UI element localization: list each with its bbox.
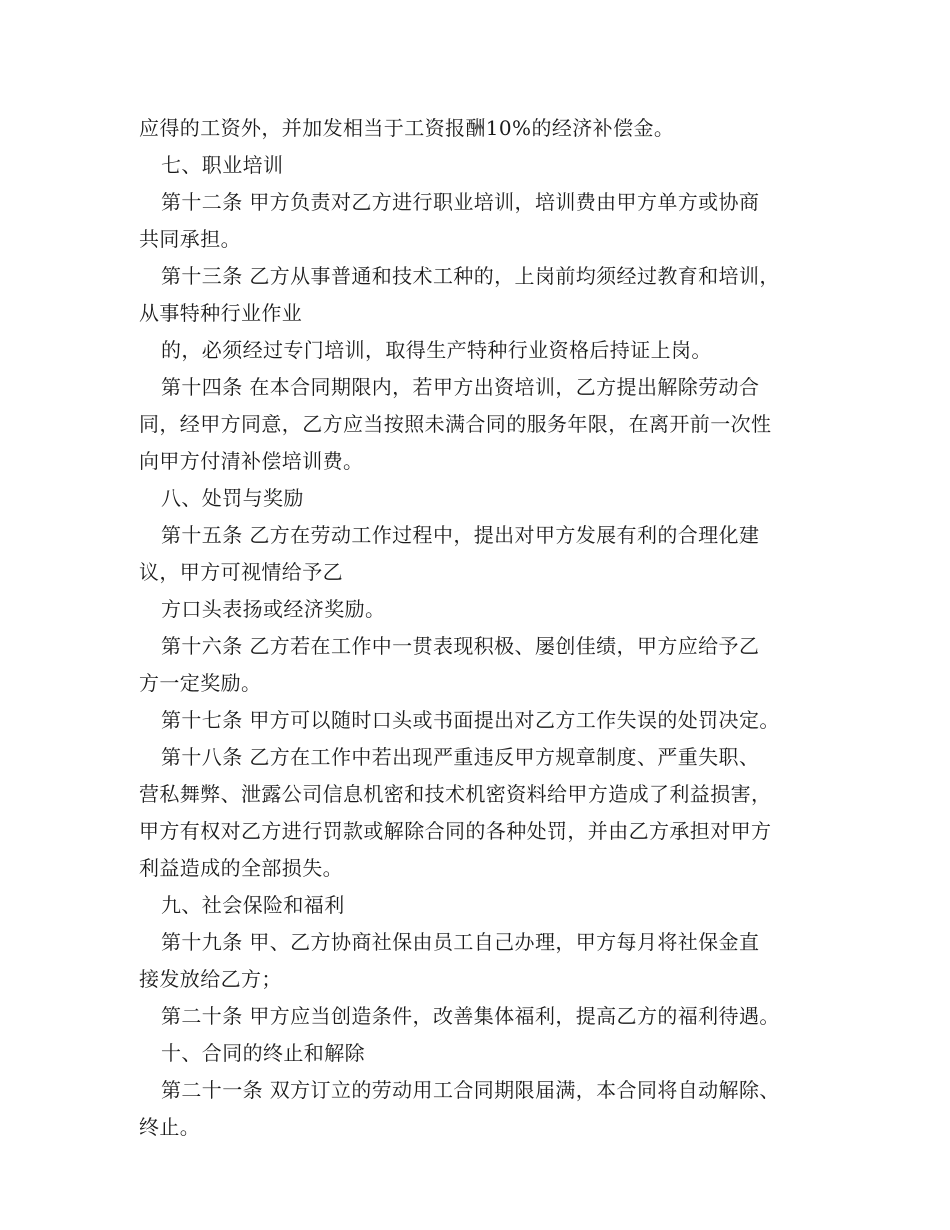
article-14-line: 第十四条 在本合同期限内，若甲方出资培训，乙方提出解除劳动合 — [161, 375, 760, 399]
article-17-line: 第十七条 甲方可以随时口头或书面提出对乙方工作失误的处罚决定。 — [161, 708, 780, 732]
article-14-line: 向甲方付清补偿培训费。 — [139, 449, 364, 473]
article-20-line: 第二十条 甲方应当创造条件，改善集体福利，提高乙方的福利待遇。 — [161, 1004, 780, 1028]
article-15-line: 议，甲方可视情给予乙 — [139, 560, 343, 584]
article-13-line: 的，必须经过专门培训，取得生产特种行业资格后持证上岗。 — [161, 338, 712, 362]
article-12-line: 共同承担。 — [139, 227, 241, 251]
article-21-line: 第二十一条 双方订立的劳动用工合同期限届满，本合同将自动解除、 — [161, 1078, 780, 1102]
section-heading-10: 十、合同的终止和解除 — [161, 1041, 365, 1065]
article-15-line: 方口头表扬或经济奖励。 — [161, 597, 386, 621]
article-18-line: 甲方有权对乙方进行罚款或解除合同的各种处罚，并由乙方承担对甲方 — [139, 819, 772, 843]
article-16-line: 方一定奖励。 — [139, 671, 262, 695]
section-heading-8: 八、处罚与奖励 — [161, 486, 304, 510]
article-21-line: 终止。 — [139, 1115, 201, 1139]
section-heading-9: 九、社会保险和福利 — [161, 893, 345, 917]
article-13-line: 第十三条 乙方从事普通和技术工种的，上岗前均须经过教育和培训， — [161, 264, 780, 288]
article-14-line: 同，经甲方同意，乙方应当按照未满合同的服务年限，在离开前一次性 — [139, 412, 772, 436]
article-12-line: 第十二条 甲方负责对乙方进行职业培训，培训费由甲方单方或协商 — [161, 190, 760, 214]
article-18-line: 营私舞弊、泄露公司信息机密和技术机密资料给甲方造成了利益损害， — [139, 782, 772, 806]
article-19-line: 第十九条 甲、乙方协商社保由员工自己办理，甲方每月将社保金直 — [161, 930, 760, 954]
article-18-line: 第十八条 乙方在工作中若出现严重违反甲方规章制度、严重失职、 — [161, 745, 760, 769]
article-16-line: 第十六条 乙方若在工作中一贯表现积极、屡创佳绩，甲方应给予乙 — [161, 634, 760, 658]
article-15-line: 第十五条 乙方在劳动工作过程中，提出对甲方发展有利的合理化建 — [161, 523, 760, 547]
article-13-line: 从事特种行业作业 — [139, 301, 303, 325]
article-19-line: 接发放给乙方； — [139, 967, 282, 991]
paragraph-line: 应得的工资外，并加发相当于工资报酬10%的经济补偿金。 — [139, 116, 675, 140]
section-heading-7: 七、职业培训 — [161, 153, 284, 177]
article-18-line: 利益造成的全部损失。 — [139, 856, 343, 880]
document-body — [139, 110, 819, 1146]
